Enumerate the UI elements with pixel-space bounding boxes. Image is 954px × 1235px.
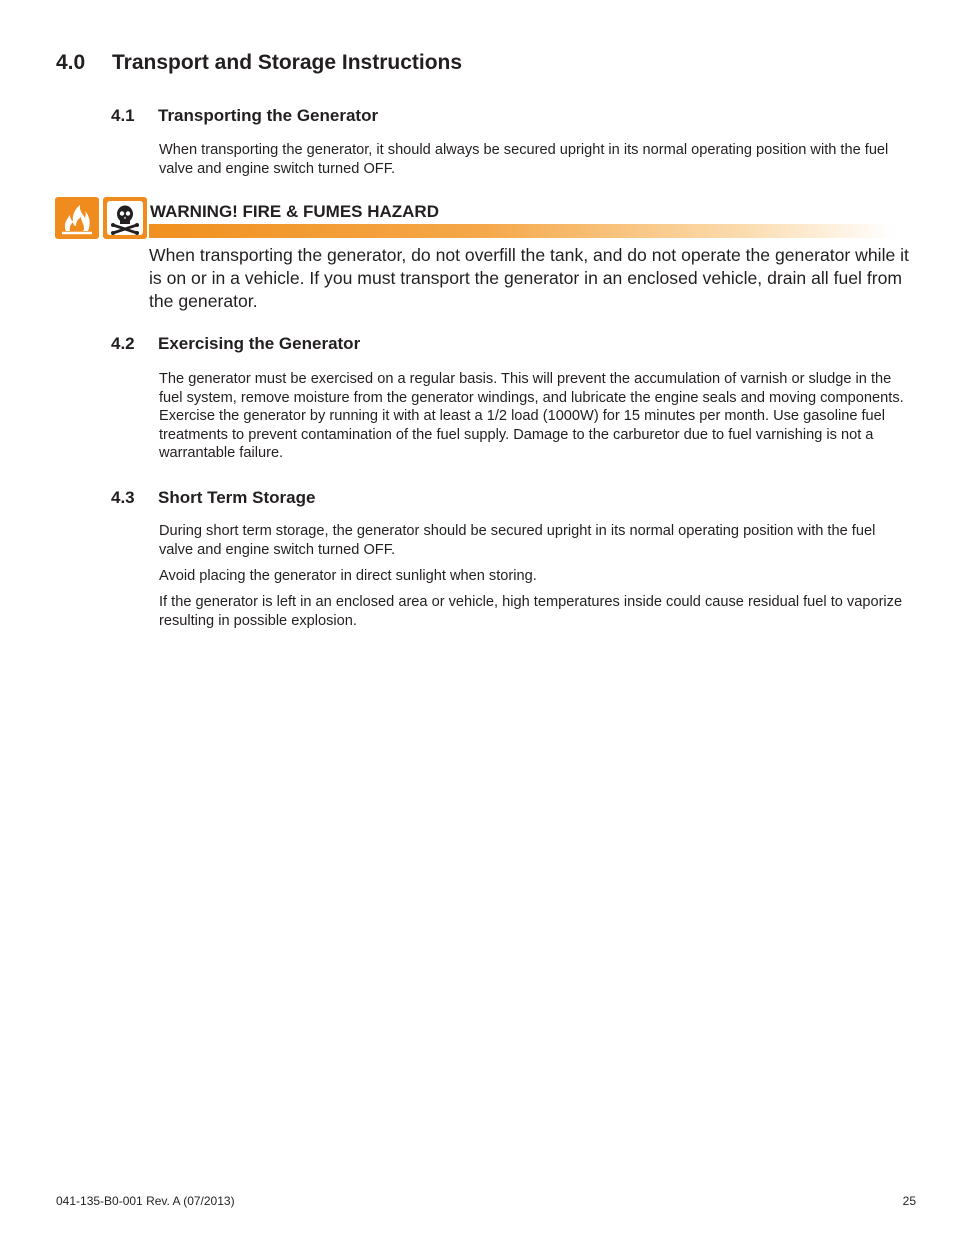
section-title: [56, 51, 462, 75]
footer-doc-number: 041-135-B0-001 Rev. A (07/2013): [56, 1194, 235, 1208]
warning-bar: [149, 224, 894, 238]
warning-icons: [55, 197, 147, 239]
paragraph-storage-3: If the generator is left in an enclosed area or vehicle, high temperatures inside could cause residual fuel to vaporize resulting in possible explosion.: [159, 594, 903, 629]
section-title-text: Transport and Storage Instructions: [112, 51, 463, 74]
subsection-title-transporting: 4.1 Transporting the Generator: [111, 106, 379, 125]
paragraph-storage-2: Avoid placing the generator in direct sunlight when storing.: [159, 568, 537, 584]
skull-crossbones-icon: [103, 197, 147, 239]
subsection-title-storage: 4.3 Short Term Storage: [111, 488, 316, 507]
subsection-title-exercising: 4.2 Exercising the Generator: [111, 334, 361, 353]
section-number: 4.0: [56, 51, 86, 74]
paragraph-exercising: The generator must be exercised on a regular basis. This will prevent the accumulation of varnish or sludge in the fuel system, remove moisture from the generator windings, and lubricate the engine seals and moving components. Exercise the generator by running it with at least a 1/2 load (1000W) for 15 minutes per month. Use gasoline fuel treatments to prevent contamination of the fuel supply. Damage to the carburetor due to fuel varnishing is not a warrantable failure.: [159, 371, 904, 462]
warning-title: WARNING! FIRE & FUMES HAZARD: [150, 202, 439, 221]
warning-text: When transporting the generator, do not overfill the tank, and do not operate the generator while it is on or in a vehicle. If you must transport the generator in an enclosed vehicle, drain all fuel from the generator.: [149, 245, 909, 311]
footer-page-number: 25: [902, 1194, 916, 1208]
fire-icon: [55, 197, 99, 239]
paragraph-storage-1: During short term storage, the generator should be secured upright in its normal operating position with the fuel valve and engine switch turned OFF.: [159, 523, 876, 558]
paragraph-transporting: When transporting the generator, it should always be secured upright in its normal operating position with the fuel valve and engine switch turned OFF.: [159, 142, 889, 177]
